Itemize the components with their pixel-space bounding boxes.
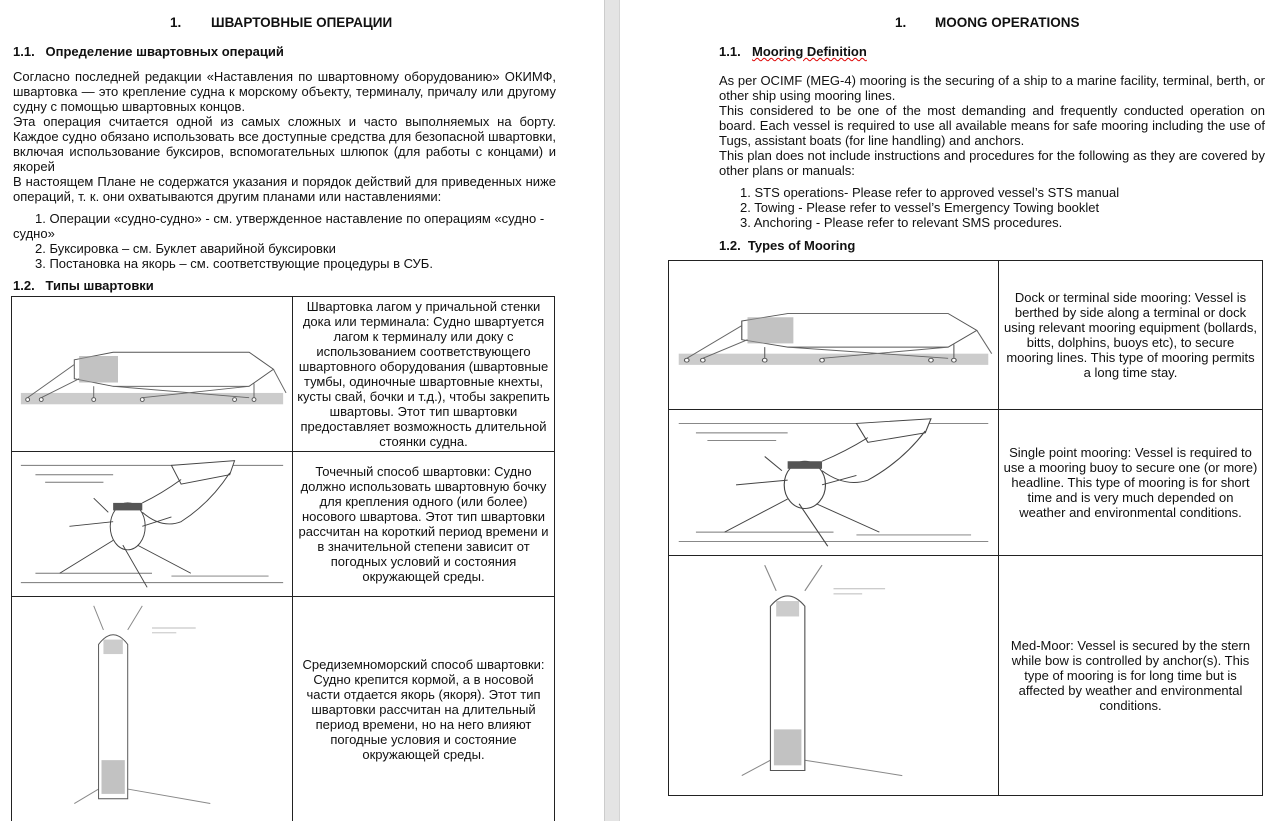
section-heading: Mooring Definition — [752, 44, 867, 59]
list-item: 2. Буксировка – см. Буклет аварийной буксировки — [35, 241, 336, 256]
document-page-russian — [0, 0, 604, 821]
figure-side-mooring — [12, 297, 293, 452]
list-item: 2. Towing - Please refer to vessel’s Emergency Towing booklet — [740, 200, 1100, 215]
list-item: 3. Постановка на якорь – см. соответствующие процедуры в СУБ. — [35, 256, 433, 271]
heading-number: 1. — [895, 15, 907, 30]
page-body — [11, 69, 556, 821]
table-cell: Точечный способ швартовки: Судно должно использовать швартовную бочку для крепления одного (или более) носового швартова. Этот тип швартовки рассчитан на короткий период времени и в значительной степени зависит от погодных условий и состояния окружающей среды. — [293, 452, 555, 597]
page-body — [668, 73, 1265, 796]
list-item: 3. Anchoring - Please refer to relevant SMS procedures. — [740, 215, 1063, 230]
figure-single-point-mooring — [12, 452, 293, 597]
page-title: ШВАРТОВНЫЕ ОПЕРАЦИИ — [211, 15, 393, 30]
paragraph: Согласно последней редакции «Наставления по швартовному оборудованию» ОКИМФ, швартовка — это крепление судна к морскому объекту, терминалу, причалу или другому судну с помощью швартовных концов. — [13, 69, 556, 114]
diagram-image — [669, 410, 998, 555]
page-gap — [604, 0, 620, 821]
numbered-list — [11, 211, 556, 271]
body-text — [668, 73, 1265, 178]
diagram-image — [12, 452, 292, 596]
paragraph: This considered to be one of the most demanding and frequently conducted operation on board. Each vessel is required to use all available means for safe mooring including the use of Tugs, assistant boats (for line handling) and anchors. — [719, 103, 1265, 148]
document-page-english — [620, 0, 1280, 821]
mooring-types-table — [11, 296, 555, 821]
paragraph: Эта операция считается одной из самых сложных и часто выполняемых на борту. Каждое судно обязано использовать все доступные средства для безопасной швартовки, включая использование буксиров, вспомогательных шлюпок (для работы с концами) и якорей — [13, 114, 556, 174]
figure-single-point-mooring — [669, 410, 999, 556]
numbered-list — [668, 185, 1265, 230]
heading-number: 1. — [170, 15, 182, 30]
table-cell: Med-Moor: Vessel is secured by the stern while bow is controlled by anchor(s). This type of mooring is for long time but is affected by weather and environmental conditions. — [999, 556, 1263, 796]
section-heading: 1.2. Types of Mooring — [719, 238, 856, 253]
diagram-image — [669, 261, 998, 409]
table-cell: Single point mooring: Vessel is required to use a mooring buoy to secure one (or more) headline. This type of mooring is for short time and is very much depended on weather and environmental conditions. — [999, 410, 1263, 556]
section-number: 1.1. — [719, 44, 741, 59]
mooring-types-table — [668, 260, 1263, 796]
section-heading: 1.2. Типы швартовки — [13, 278, 154, 293]
page-title: MOONG OPERATIONS — [935, 15, 1080, 30]
figure-med-moor — [669, 556, 999, 796]
paragraph: В настоящем Плане не содержатся указания и порядок действий для приведенных ниже операций, т. к. они охватываются другим планами или наставлениями: — [13, 174, 556, 204]
body-text — [11, 69, 556, 204]
table-cell: Средиземноморский способ швартовки: Судно крепится кормой, а в носовой части отдается якорь (якоря). Этот тип швартовки рассчитан на длительный период времени, но на него влияют погодные условия и состояние окружающей среды. — [293, 597, 555, 821]
table-cell: Швартовка лагом у причальной стенки дока или терминала: Судно швартуется лагом к терминалу или доку с использованием соответствующего швартовного оборудования (швартовные тумбы, одиночные швартовные кнехты, кусты свай, бочки и т.д.), чтобы закрепить швартовы. Этот тип швартовки предоставляет возможность длительной стоянки судна. — [293, 297, 555, 452]
list-item: 1. Операции «судно-судно» - см. утвержденное наставление по операциям «судно - судно» — [13, 211, 545, 241]
diagram-image — [669, 556, 998, 795]
paragraph: As per OCIMF (MEG-4) mooring is the securing of a ship to a marine facility, terminal, berth, or other ship using mooring lines. — [719, 73, 1265, 103]
list-item: 1. STS operations- Please refer to approved vessel’s STS manual — [740, 185, 1120, 200]
table-cell: Dock or terminal side mooring: Vessel is berthed by side along a terminal or dock using relevant mooring equipment (bollards, bitts, dolphins, buoys etc), to secure mooring lines. This type of mooring permits a long time stay. — [999, 261, 1263, 410]
figure-side-mooring — [669, 261, 999, 410]
paragraph: This plan does not include instructions and procedures for the following as they are covered by other plans or manuals: — [719, 148, 1265, 178]
section-heading: 1.1. Определение швартовных операций — [13, 44, 284, 59]
diagram-image — [12, 597, 292, 821]
figure-med-moor — [12, 597, 293, 821]
diagram-image — [12, 299, 292, 449]
